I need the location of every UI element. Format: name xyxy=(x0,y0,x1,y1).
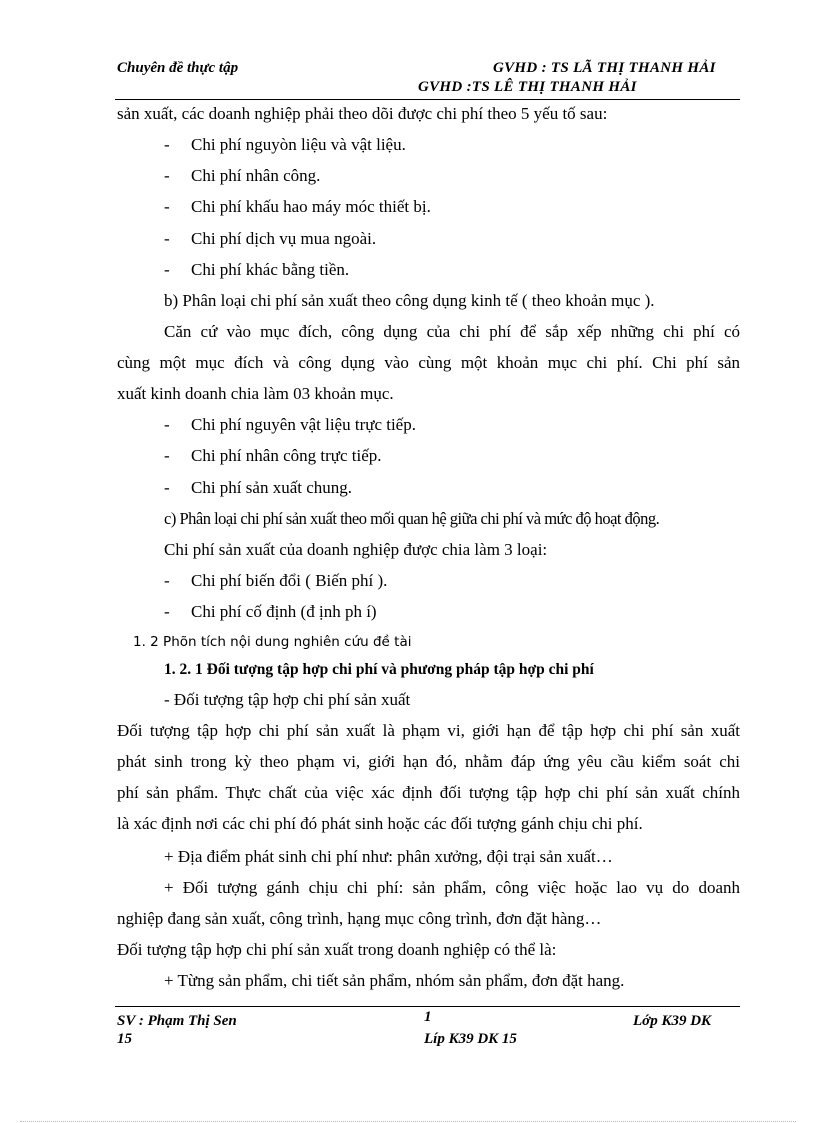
paragraph-line: phí sản phẩm. Thực chất của việc xác định đối tượng tập hợp chi phí sản xuất chính xyxy=(117,783,740,802)
footer-class: Lớp K39 DK xyxy=(633,1013,712,1029)
paragraph-line: cùng một mục đích và công dụng vào cùng một khoản mục chi phí. Chi phí sản xyxy=(117,353,740,372)
bullet-dash: - xyxy=(164,415,170,434)
paragraph-line: - Đối tượng tập hợp chi phí sản xuất xyxy=(164,690,411,709)
header-advisor-1: GVHD : TS LÃ THỊ THANH HẢI xyxy=(493,60,716,76)
page-number: 1 xyxy=(424,1009,432,1025)
bullet-item: Chi phí khác bằng tiền. xyxy=(191,260,350,279)
bullet-item: Chi phí khấu hao máy móc thiết bị. xyxy=(191,197,431,216)
paragraph-line: nghiệp đang sản xuất, công trình, hạng mục công trình, đơn đặt hàng… xyxy=(117,909,602,928)
bullet-item: Chi phí biến đổi ( Biến phí ). xyxy=(191,571,388,590)
bullet-dash: - xyxy=(164,229,170,248)
header-advisor-2: GVHD :TS LÊ THỊ THANH HẢI xyxy=(418,79,637,95)
paragraph-line: là xác định nơi các chi phí đó phát sinh hoặc các đối tượng gánh chịu chi phí. xyxy=(117,814,643,833)
bullet-item: Chi phí nguyòn liệu và vật liệu. xyxy=(191,135,406,154)
bullet-dash: - xyxy=(164,260,170,279)
paragraph-line: Căn cứ vào mục đích, công dụng của chi phí để sắp xếp những chi phí có xyxy=(164,322,740,341)
bullet-item: Chi phí sản xuất chung. xyxy=(191,478,353,497)
paragraph-line: + Đối tượng gánh chịu chi phí: sản phẩm, công việc hoặc lao vụ do doanh xyxy=(164,878,740,897)
bullet-dash: - xyxy=(164,166,170,185)
paragraph-line: xuất kinh doanh chia làm 03 khoản mục. xyxy=(117,384,394,403)
paragraph-line: Đối tượng tập hợp chi phí sản xuất trong doanh nghiệp có thể là: xyxy=(117,940,557,959)
bullet-item: Chi phí nhân công trực tiếp. xyxy=(191,446,382,465)
bullet-dash: - xyxy=(164,135,170,154)
bullet-item: Chi phí cố định (đ ịnh ph í) xyxy=(191,602,377,621)
paragraph-line: Chi phí sản xuất của doanh nghiệp được chia làm 3 loại: xyxy=(164,540,548,559)
bullet-dash: - xyxy=(164,197,170,216)
section-subheading: 1. 2. 1 Đối tượng tập hợp chi phí và phương pháp tập hợp chi phí xyxy=(164,661,594,678)
bullet-dash: - xyxy=(164,446,170,465)
paragraph-line: + Địa điểm phát sinh chi phí như: phân xưởng, đội trại sản xuất… xyxy=(164,847,613,866)
paragraph-line: Đối tượng tập hợp chi phí sản xuất là phạm vi, giới hạn để tập hợp chi phí sản xuất xyxy=(117,721,740,740)
footer-student: SV : Phạm Thị Sen xyxy=(117,1013,237,1029)
bullet-item: Chi phí dịch vụ mua ngoài. xyxy=(191,229,377,248)
footer-class-alt: Líp K39 DK 15 xyxy=(424,1031,517,1047)
bullet-dash: - xyxy=(164,602,170,621)
subsection-heading: c) Phân loại chi phí sản xuất theo mối quan hệ giữa chi phí và mức độ hoạt động. xyxy=(164,509,660,528)
bullet-dash: - xyxy=(164,478,170,497)
header-rule xyxy=(115,99,740,100)
bullet-item: Chi phí nhân công. xyxy=(191,166,321,185)
footer-rule xyxy=(115,1006,740,1007)
page-edge xyxy=(20,1121,796,1122)
footer-student-cont: 15 xyxy=(117,1031,132,1047)
header-left-title: Chuyên đề thực tập xyxy=(117,60,239,76)
bullet-item: Chi phí nguyên vật liệu trực tiếp. xyxy=(191,415,416,434)
subsection-heading: b) Phân loại chi phí sản xuất theo công dụng kinh tế ( theo khoản mục ). xyxy=(164,291,655,310)
body-line: sản xuất, các doanh nghiệp phải theo dõi được chi phí theo 5 yếu tố sau: xyxy=(117,104,608,123)
section-heading: 1. 2 Phõn tích nội dung nghiên cứu đề tài xyxy=(133,634,412,650)
bullet-dash: - xyxy=(164,571,170,590)
paragraph-line: + Từng sản phẩm, chi tiết sản phẩm, nhóm sản phẩm, đơn đặt hang. xyxy=(164,971,625,990)
paragraph-line: phát sinh trong kỳ theo phạm vi, giới hạn đó, nhằm đáp ứng yêu cầu kiểm soát chi xyxy=(117,752,740,771)
